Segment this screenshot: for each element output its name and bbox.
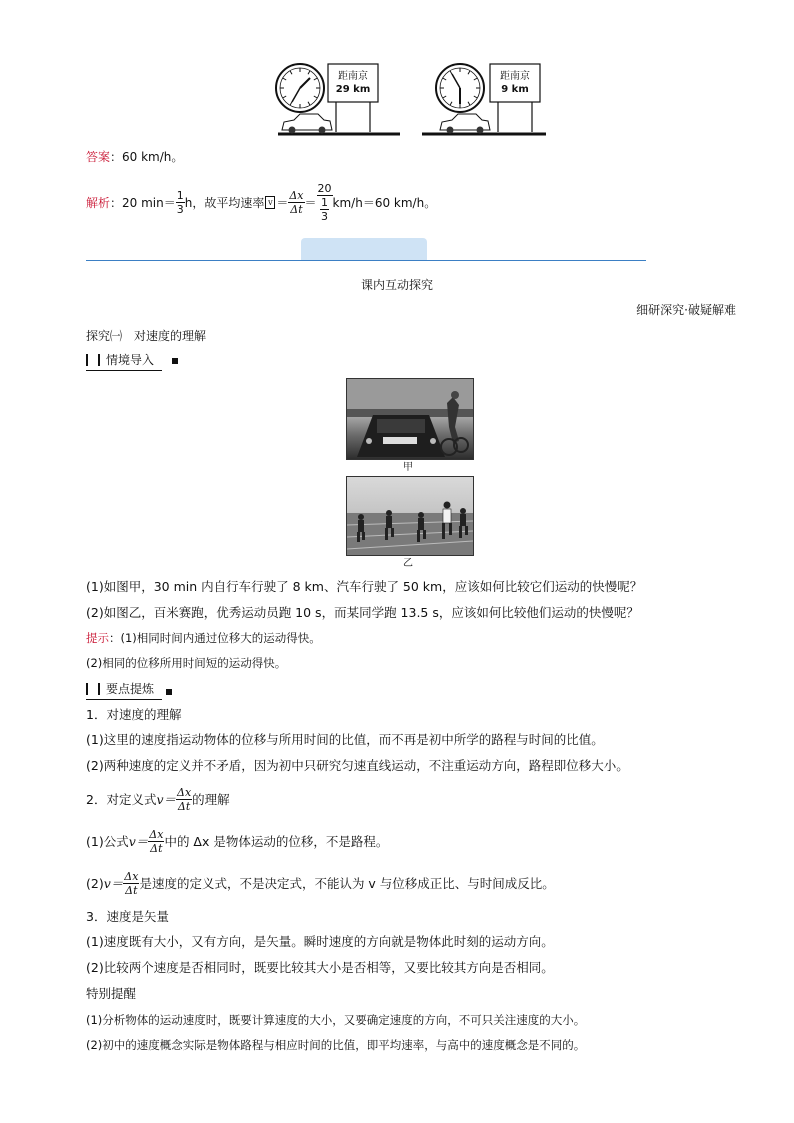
analysis-part4: ＝ xyxy=(304,195,317,210)
fraction-dx-dt: $\frac{\Delta x}{\Delta t}$ xyxy=(289,188,304,216)
section-title: 课内互动探究 xyxy=(360,278,433,292)
fraction-inner-third: $\frac{1}{3}$ xyxy=(321,195,329,223)
answer-label: 答案 xyxy=(86,150,111,164)
point-heading-1: 1．对速度的理解 xyxy=(86,707,182,722)
analysis-part1: ：20 min＝ xyxy=(110,195,176,210)
point-3-2: (2)比较两个速度是否相同时，既要比较其大小是否相等，又要比较其方向是否相同。 xyxy=(86,960,554,975)
answer-line xyxy=(86,148,183,166)
fraction-dx-dt: $\frac{\Delta x}{\Delta t}$ xyxy=(177,785,192,813)
square-bullet-icon xyxy=(166,689,172,695)
analysis-line xyxy=(86,172,436,232)
photo-car-bicycle xyxy=(346,378,474,460)
clock-left xyxy=(276,64,324,112)
v-bar-symbol: v xyxy=(265,196,275,209)
hint-text-1: ：(1)相同时间内通过位移大的运动得快。 xyxy=(109,631,321,645)
question-2: (2)如图乙，百米赛跑，优秀运动员跑 10 s，而某同学跑 13.5 s，应该如何比较他们运动的快慢呢？ xyxy=(86,605,639,620)
photo-caption-b: 乙 xyxy=(403,558,413,569)
analysis-part2: h，故平均速率 xyxy=(184,195,265,210)
fraction-one-third: $\frac{1}{3}$ xyxy=(176,188,184,216)
point-3-1: (1)速度既有大小，又有方向，是矢量。瞬时速度的方向就是物体此时刻的运动方向。 xyxy=(86,934,554,949)
point-heading-2: 2．对定义式 v＝ $\frac{\Delta x}{\Delta t}$ 的理解 xyxy=(86,785,230,813)
analysis-part3: ＝ xyxy=(276,195,289,210)
hint-line-2: (2)相同的位移所用时间短的运动得快。 xyxy=(86,656,287,670)
points-header-label: 要点提炼 xyxy=(106,682,155,696)
car-right xyxy=(440,114,490,134)
sign-right-line2: 9 km xyxy=(501,84,529,95)
fraction-dx-dt: $\frac{\Delta x}{\Delta t}$ xyxy=(149,827,164,855)
fraction-20-over-third: $\frac{20}{\frac{1}{3}}$ xyxy=(317,181,332,223)
topic-heading: 探究㈠ 对速度的理解 xyxy=(86,329,207,343)
figure-clocks-cars xyxy=(270,58,550,140)
analysis-label: 解析 xyxy=(86,195,111,210)
sign-left-line1: 距南京 xyxy=(338,71,368,82)
analysis-part5: km/h＝60 km/h。 xyxy=(332,195,437,210)
hint-line-1 xyxy=(86,629,321,647)
photo-caption-a: 甲 xyxy=(403,462,413,473)
hint-label: 提示 xyxy=(86,631,109,645)
section-subtitle: 细研深究·破疑解难 xyxy=(636,303,736,317)
special-1: (1)分析物体的运动速度时，既要计算速度的大小，又要确定速度的方向，不可只关注速度的大小。 xyxy=(86,1013,586,1027)
point-1-1: (1)这里的速度指运动物体的位移与所用时间的比值，而不再是初中所学的路程与时间的比值。 xyxy=(86,732,604,747)
special-title: 特别提醒 xyxy=(86,986,137,1001)
points-header xyxy=(86,680,172,700)
scene-header xyxy=(86,351,178,371)
point-2-2: (2) v＝ $\frac{\Delta x}{\Delta t}$ 是速度的定义式，不是决定式，不能认为 v 与位移成正比、与时间成反比。 xyxy=(86,869,555,897)
point-1-2: (2)两种速度的定义并不矛盾，因为初中只研究匀速直线运动，不注重运动方向，路程即位移大小。 xyxy=(86,758,629,773)
sign-right-line1: 距南京 xyxy=(500,71,530,82)
sign-left-line2: 29 km xyxy=(335,84,371,95)
question-1: (1)如图甲，30 min 内自行车行驶了 8 km、汽车行驶了 50 km，应该如何比较它们运动的快慢呢？ xyxy=(86,579,643,594)
car-left xyxy=(282,114,332,134)
special-2: (2)初中的速度概念实际是物体路程与相应时间的比值，即平均速率，与高中的速度概念是不同的。 xyxy=(86,1038,586,1052)
bars-icon xyxy=(86,354,100,366)
point-2-1: (1)公式 v＝ $\frac{\Delta x}{\Delta t}$ 中的 Δx 是物体运动的位移，不是路程。 xyxy=(86,827,389,855)
bars-icon xyxy=(86,683,100,695)
section-band xyxy=(301,238,427,260)
square-bullet-icon xyxy=(172,358,178,364)
point-heading-3: 3．速度是矢量 xyxy=(86,909,169,924)
fraction-dx-dt: $\frac{\Delta x}{\Delta t}$ xyxy=(124,869,139,897)
answer-text: ：60 km/h。 xyxy=(110,150,184,164)
photo-sprint-race xyxy=(346,476,474,556)
scene-header-label: 情境导入 xyxy=(106,353,155,367)
clock-right xyxy=(436,64,484,112)
section-rule xyxy=(86,260,646,261)
